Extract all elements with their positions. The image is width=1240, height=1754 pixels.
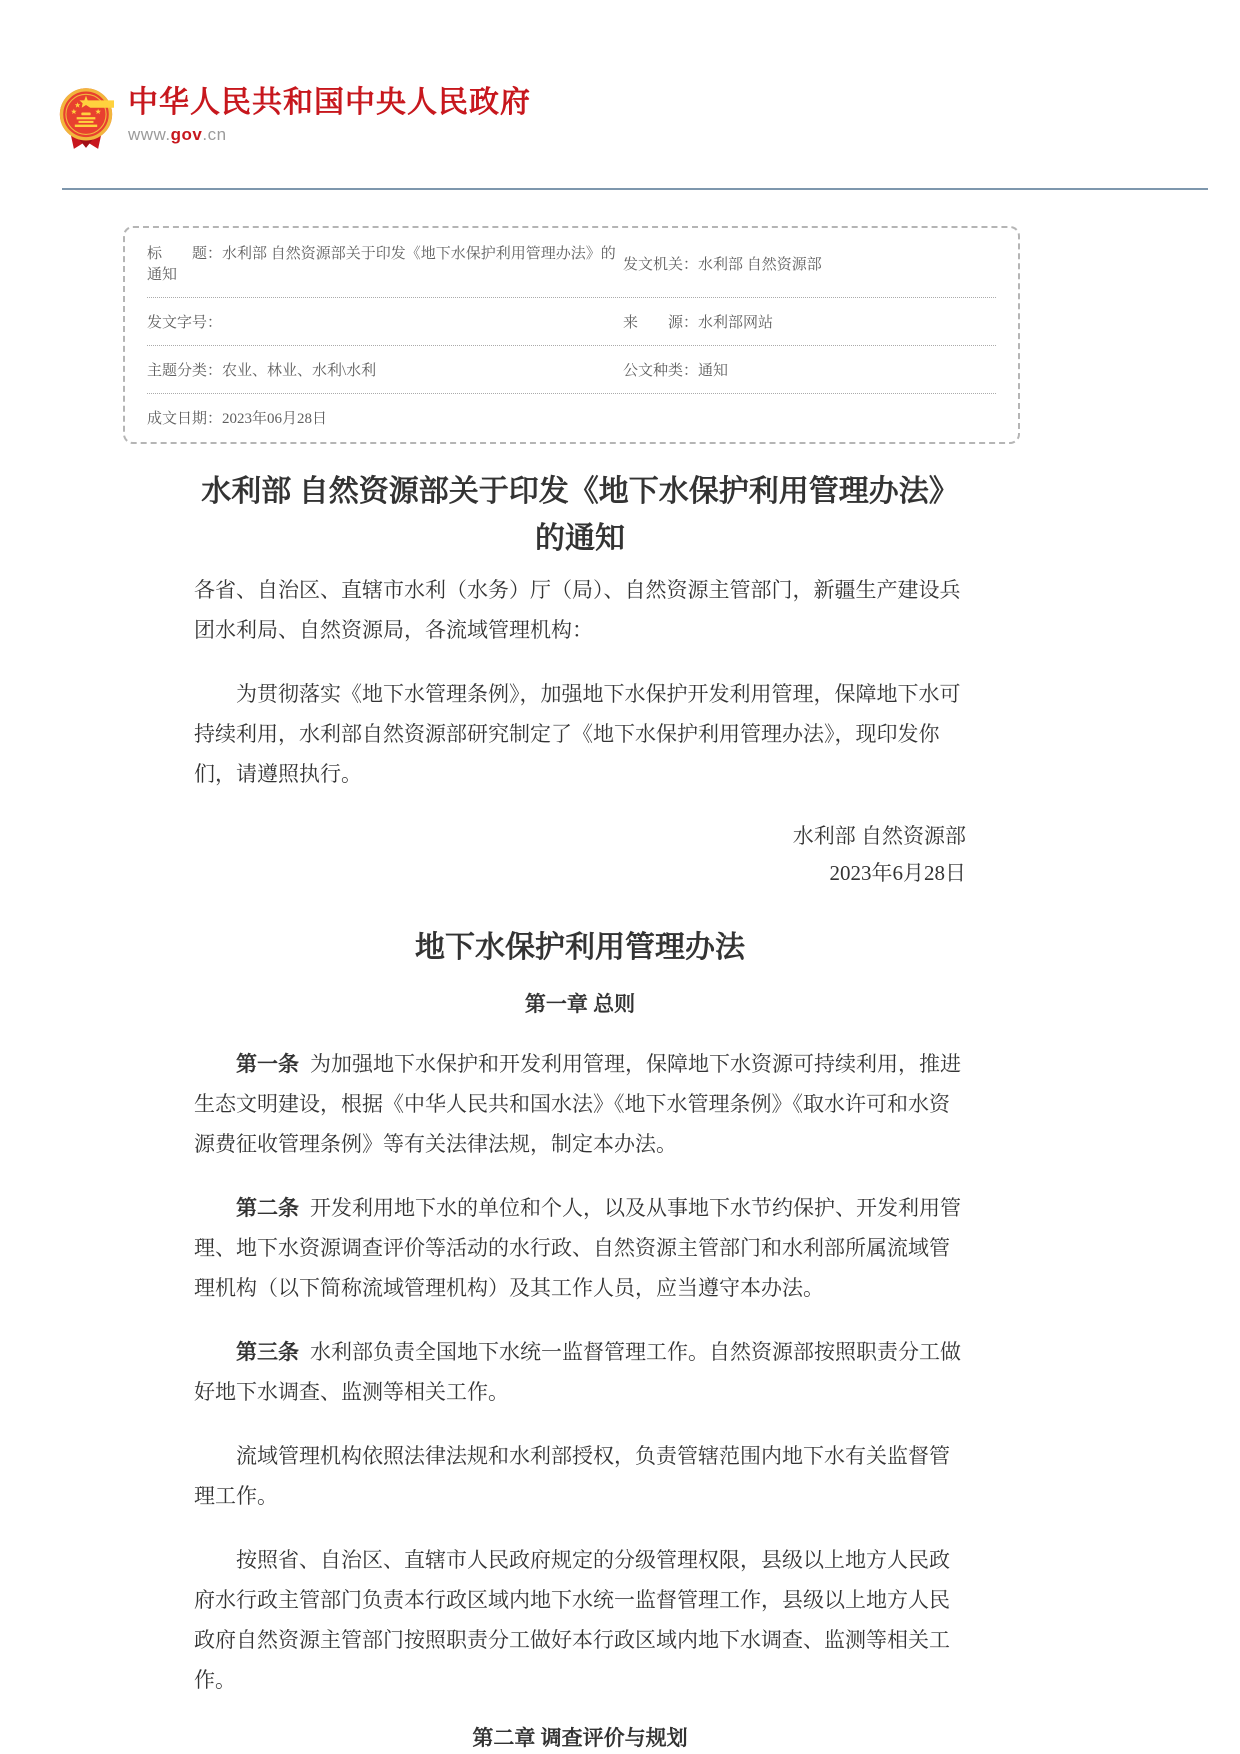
article-3-continuation-2: 按照省、自治区、直辖市人民政府规定的分级管理权限，县级以上地方人民政府水行政主管部门负责本行政区域内地下水统一监督管理工作，县级以上地方人民政府自然资源主管部门按照职责分工做好本行政区域内地下水调查、监测等相关工作。 [194,1548,950,1692]
meta-label-issuing-agency: 发文机关： [623,256,699,273]
article-2-number: 第二条 [236,1196,299,1220]
document-body [194,468,966,1752]
site-title[interactable]: 中华人民共和国中央人民政府 [128,86,531,119]
meta-label-title: 标 题： [147,246,223,262]
article-3-text: 水利部负责全国地下水统一监督管理工作。自然资源部按照职责分工做好地下水调查、监测等相关工作。 [194,1340,961,1404]
site-url-prefix: www. [128,125,171,144]
meta-label-date: 成文日期： [147,411,223,427]
signature-date: 2023年6月28日 [829,861,966,885]
meta-row-docnum-source [147,298,996,346]
meta-value-source: 水利部网站 [698,315,774,331]
chapter-2-heading: 第二章 调查评价与规划 [472,1726,688,1750]
site-header [0,0,1240,190]
header-divider [62,188,1208,190]
document-meta-box [123,226,1020,444]
meta-row-date [147,394,996,441]
article-3-paragraph [194,1332,966,1412]
meta-row-title-agency [147,229,996,298]
article-1-paragraph [194,1044,966,1164]
site-url[interactable] [128,125,531,145]
signature: 水利部 自然资源部 [792,824,966,848]
article-3-number: 第三条 [236,1340,299,1364]
meta-label-source: 来 源： [623,315,699,331]
article-1-text: 为加强地下水保护和开发利用管理，保障地下水资源可持续利用，推进生态文明建设，根据《中华人民共和国水法》《地下水管理条例》《取水许可和水资源费征收管理条例》等有关法律法规，制定本办法。 [194,1052,961,1156]
chapter-1-heading: 第一章 总则 [524,992,636,1016]
site-url-gov: gov [170,125,203,144]
meta-label-doc-number: 发文字号： [147,315,223,331]
meta-value-title: 水利部 自然资源部关于印发《地下水保护利用管理办法》的通知 [147,246,616,283]
meta-value-issuing-agency: 水利部 自然资源部 [698,256,822,273]
article-3-continuation-1: 流域管理机构依照法律法规和水利部授权，负责管辖范围内地下水有关监督管理工作。 [194,1444,950,1508]
article-2-text: 开发利用地下水的单位和个人，以及从事地下水节约保护、开发利用管理、地下水资源调查评价等活动的水行政、自然资源主管部门和水利部所属流域管理机构（以下简称流域管理机构）及其工作人员，应当遵守本办法。 [194,1196,961,1300]
meta-label-category: 主题分类： [147,363,223,379]
meta-value-date: 2023年06月28日 [222,411,328,427]
intro-paragraph: 为贯彻落实《地下水管理条例》，加强地下水保护开发利用管理，保障地下水可持续利用，水利部自然资源部研究制定了《地下水保护利用管理办法》，现印发你们，请遵照执行。 [194,682,961,786]
law-title: 地下水保护利用管理办法 [415,931,745,964]
meta-row-category-type [147,346,996,394]
meta-value-category: 农业、林业、水利\水利 [222,363,377,379]
document-title: 水利部 自然资源部关于印发《地下水保护利用管理办法》的通知 [201,475,959,555]
salutation-paragraph: 各省、自治区、直辖市水利（水务）厅（局）、自然资源主管部门，新疆生产建设兵团水利局、自然资源局，各流域管理机构： [194,578,961,642]
article-2-paragraph [194,1188,966,1308]
meta-label-doc-type: 公文种类： [623,363,699,379]
gov-logo[interactable] [58,86,531,152]
national-emblem-icon [58,86,114,152]
site-url-suffix: .cn [202,125,227,144]
article-1-number: 第一条 [236,1052,299,1076]
meta-value-doc-type: 通知 [698,363,729,379]
